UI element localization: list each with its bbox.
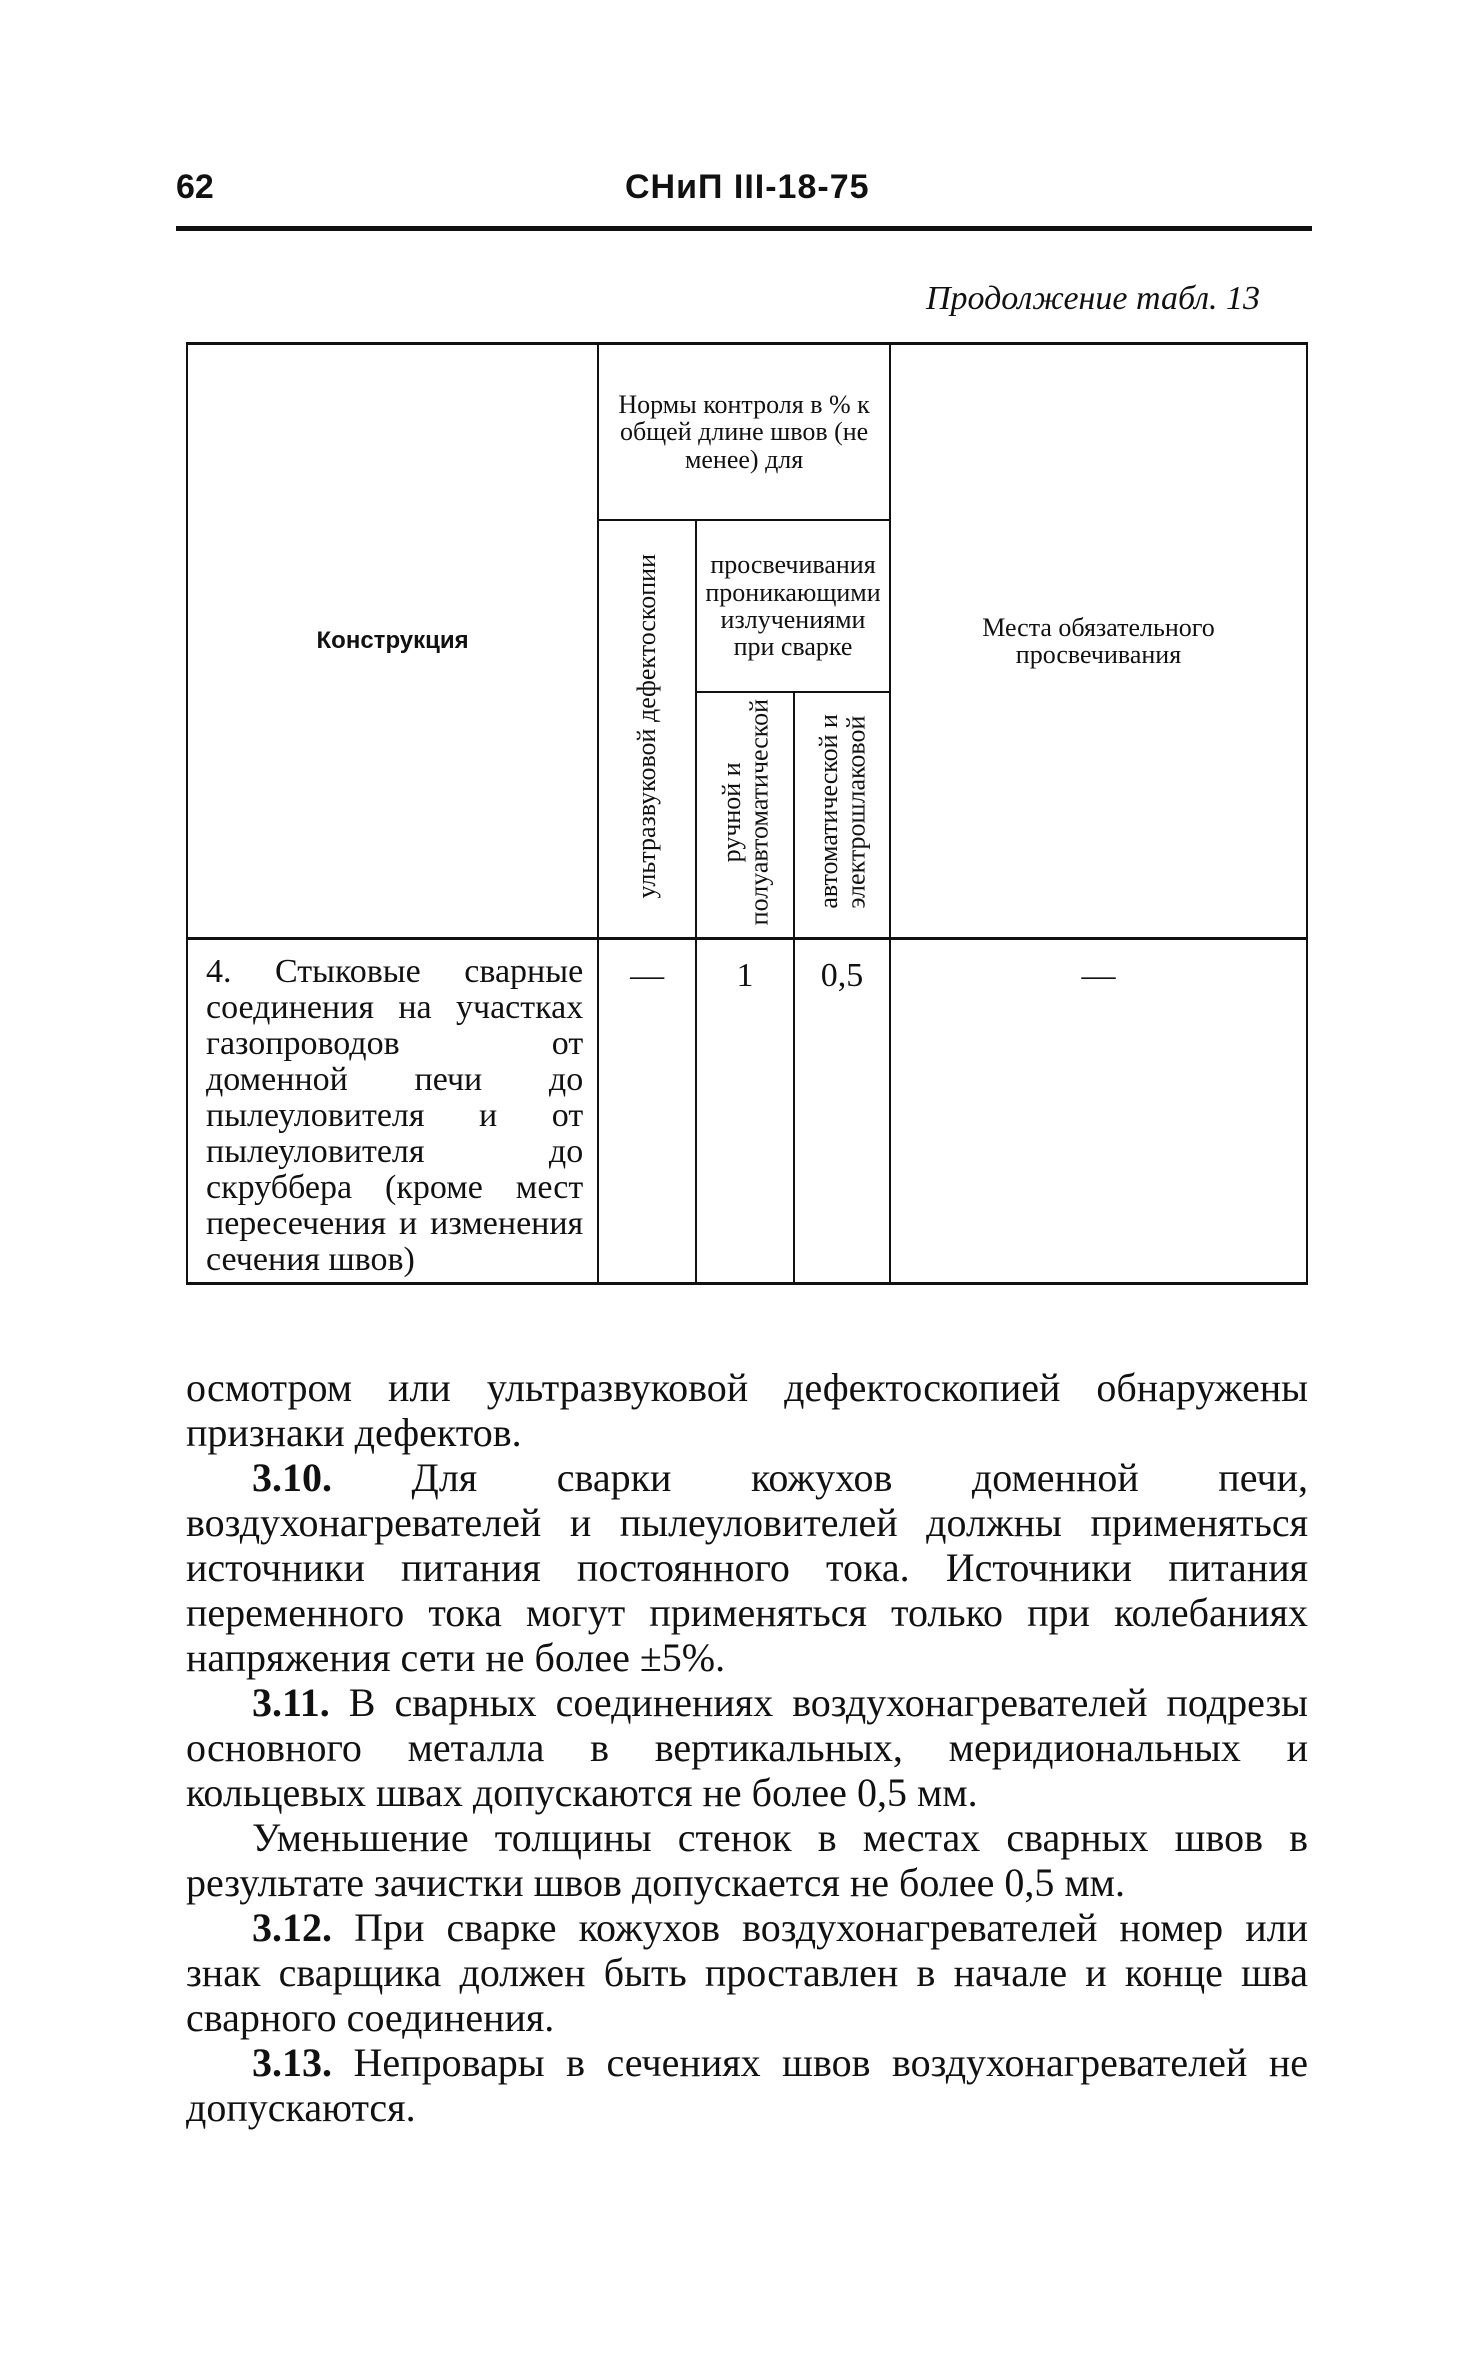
header-ultrasound: ультразвуковой дефектоскопии (632, 553, 662, 899)
cell-auto: 0,5 (794, 954, 890, 1284)
clause-number: 3.13. (252, 2040, 332, 2085)
header-places: Места обязательного просвечивания (890, 344, 1307, 939)
table-row (187, 954, 1307, 1284)
header-manual-cell (696, 692, 794, 938)
table-divider (187, 938, 1307, 954)
header-norms: Нормы контроля в % к общей длине швов (не менее) для (598, 344, 890, 521)
paragraph-3-13 (186, 2040, 1308, 2130)
cell-manual: 1 (696, 954, 794, 1284)
clause-text: При сварке кожухов воздухонагревателей номер или знак сварщика должен быть проставлен в начале и конце шва сварного соединения. (186, 1905, 1308, 2040)
table-caption: Продолжение табл. 13 (926, 280, 1261, 317)
paragraph-3-11 (186, 1680, 1308, 1815)
header-rule (176, 226, 1312, 231)
clause-number: 3.11. (252, 1680, 330, 1725)
header-auto: автоматической и электрошлаковой (813, 714, 870, 910)
cell-construction: 4. Стыковые сварные соединения на участках газопроводов от доменной печи до пылеуловителя и от пылеуловителя до скруббера (кроме мест пересечения и изменения сечения швов) (187, 954, 598, 1284)
header-ultrasound-cell (598, 520, 696, 938)
cell-ultrasound: — (598, 954, 696, 1284)
clause-text: В сварных соединениях воздухонагревателей подрезы основного металла в вертикальных, меридиональных и кольцевых швах допускаются не более 0,5 мм. (186, 1680, 1308, 1815)
paragraph-continuation: осмотром или ультразвуковой дефектоскопией обнаружены признаки дефектов. (186, 1365, 1308, 1455)
page-number: 62 (176, 168, 214, 206)
clause-number: 3.12. (252, 1905, 332, 1950)
header-radiography: просвечивания проникающими излучениями при сварке (696, 520, 890, 692)
clause-text: Для сварки кожухов доменной печи, воздухонагревателей и пылеуловителей должны применяться источники питания постоянного тока. Источники питания переменного тока могут применяться только при колебаниях напряжения сети не более ±5%. (186, 1455, 1308, 1680)
cell-places: — (890, 954, 1307, 1284)
header-manual: ручной и полуавтоматической (716, 698, 773, 926)
running-head: СНиП III-18-75 (625, 168, 870, 206)
paragraph-wall-thickness: Уменьшение толщины стенок в местах сварных швов в результате зачистки швов допускается не более 0,5 мм. (186, 1815, 1308, 1905)
paragraph-3-12 (186, 1905, 1308, 2040)
clause-number: 3.10. (252, 1455, 332, 1500)
paragraph-3-10 (186, 1455, 1308, 1680)
spec-table (186, 342, 1308, 1285)
header-construction: Конструкция (187, 344, 598, 939)
header-auto-cell (794, 692, 890, 938)
body-text (186, 1365, 1308, 2130)
clause-text: Непровары в сечениях швов воздухонагревателей не допускаются. (186, 2040, 1308, 2130)
